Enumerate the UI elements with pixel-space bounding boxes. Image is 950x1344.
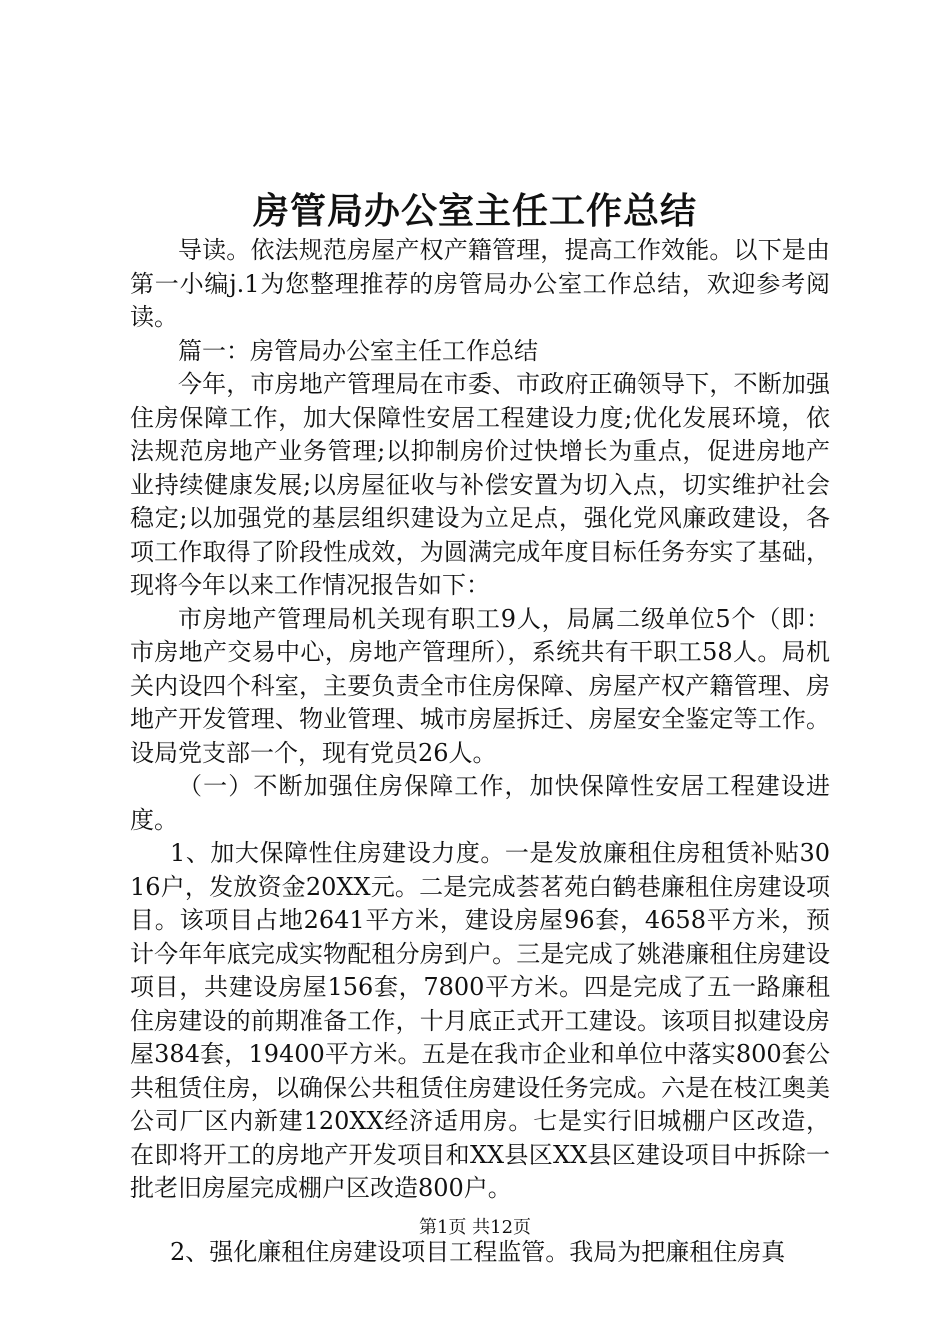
document-body [130, 234, 830, 1269]
intro-paragraph: 导读。依法规范房屋产权产籍管理，提高工作效能。以下是由第一小编j.1为您整理推荐的房管局办公室工作总结，欢迎参考阅读。 [130, 236, 830, 331]
body-paragraph: 市房地产管理局机关现有职工9人，局属二级单位5个（即：市房地产交易中心，房地产管理所），系统共有干职工58人。局机关内设四个科室，主要负责全市住房保障、房屋产权产籍管理、房地产开发管理、物业管理、城市房屋拆迁、房屋安全鉴定等工作。设局党支部一个，现有党员26人。 [130, 604, 830, 767]
body-paragraph: 今年，市房地产管理局在市委、市政府正确领导下，不断加强住房保障工作，加大保障性安居工程建设力度;优化发展环境，依法规范房地产业务管理;以抑制房价过快增长为重点，促进房地产业持续健康发展;以房屋征收与补偿安置为切入点，切实维护社会稳定;以加强党的基层组织建设为立足点，强化党风廉政建设，各项工作取得了阶段性成效，为圆满完成年度目标任务夯实了基础，现将今年以来工作情况报告如下： [130, 370, 830, 599]
body-paragraph: 2、强化廉租住房建设项目工程监管。我局为把廉租住房真 [170, 1237, 786, 1266]
page-footer: 第1页 共12页 [418, 1217, 532, 1238]
body-paragraph: 1、加大保障性住房建设力度。一是发放廉租住房租赁补贴3016户，发放资金20XX元。二是完成荟茗苑白鹤巷廉租住房建设项目。该项目占地2641平方米，建设房屋96套，4658平方米，预计今年年底完成实物配租分房到户。三是完成了姚港廉租住房建设项目，共建设房屋156套，7800平方米。四是完成了五一路廉租住房建设的前期准备工作，十月底正式开工建设。该项目拟建设房屋384套，19400平方米。五是在我市企业和单位中落实800套公共租赁住房，以确保公共租赁住房建设任务完成。六是在枝江奥美公司厂区内新建120XX经济适用房。七是实行旧城棚户区改造，在即将开工的房地产开发项目和XX县区XX县区建设项目中拆除一批老旧房屋完成棚户区改造800户。 [130, 839, 830, 1202]
section-heading: 篇一：房管局办公室主任工作总结 [178, 336, 538, 365]
document-title: 房管局办公室主任工作总结 [252, 190, 697, 232]
subsection-heading: （一）不断加强住房保障工作，加快保障性安居工程建设进度。 [130, 772, 830, 834]
